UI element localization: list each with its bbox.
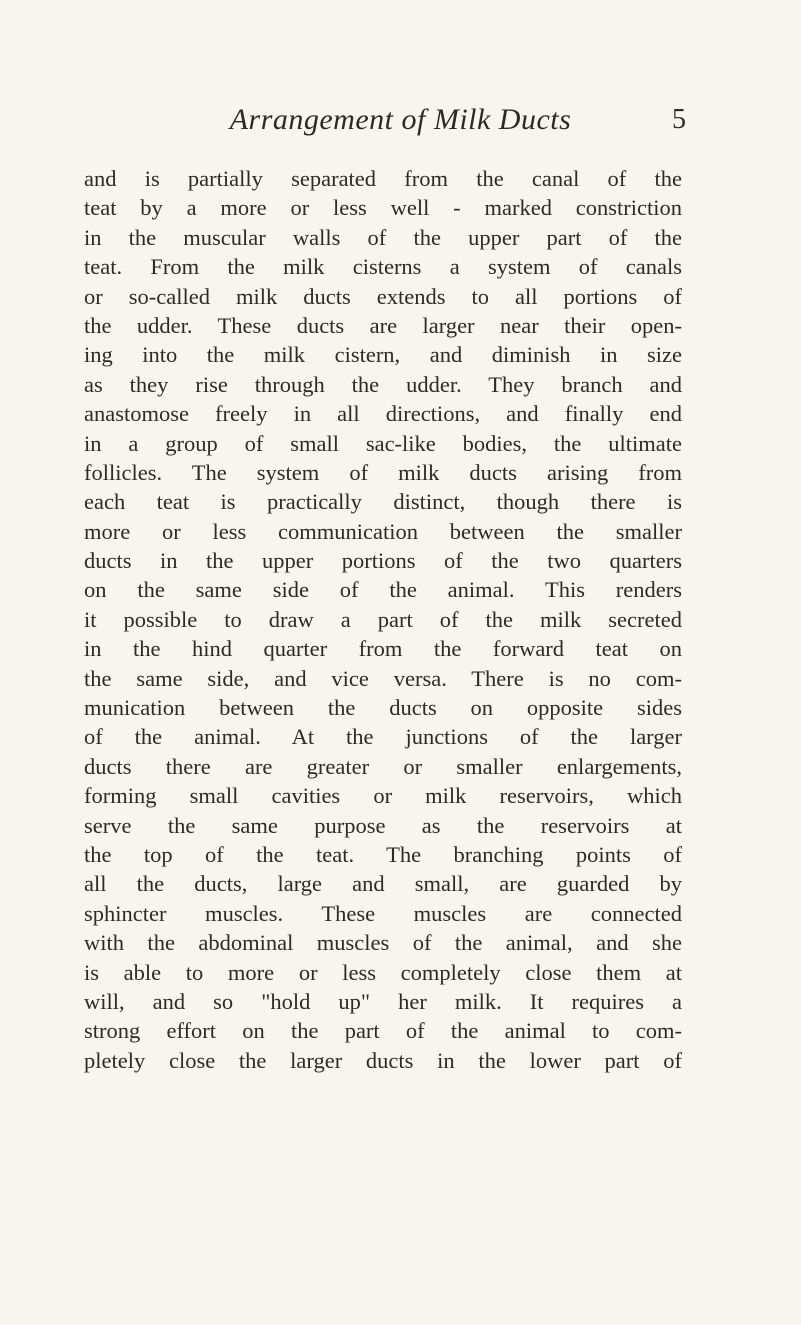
- text-line: sphincter muscles. These muscles are connected: [84, 900, 682, 926]
- text-line: the top of the teat. The branching points of: [84, 841, 682, 867]
- body-text: [84, 164, 682, 1075]
- text-line: in the muscular walls of the upper part of the: [84, 224, 682, 250]
- text-line: follicles. The system of milk ducts arising from: [84, 459, 682, 485]
- text-line: anastomose freely in all directions, and finally end: [84, 401, 682, 427]
- text-line: teat by a more or less well - marked constriction: [84, 195, 682, 221]
- text-line: in the hind quarter from the forward teat on: [84, 636, 682, 662]
- text-line: and is partially separated from the canal of the: [84, 166, 682, 191]
- text-line: with the abdominal muscles of the animal, and she: [84, 930, 682, 956]
- text-line: teat. From the milk cisterns a system of canals: [84, 254, 682, 280]
- text-line: each teat is practically distinct, though there is: [84, 489, 682, 515]
- text-line: on the same side of the animal. This renders: [84, 577, 682, 603]
- text-line: will, and so "hold up" her milk. It requires a: [84, 988, 682, 1014]
- text-line: or so-called milk ducts extends to all portions of: [84, 283, 682, 309]
- text-line: is able to more or less completely close them at: [84, 959, 682, 985]
- running-header: [0, 100, 801, 140]
- text-line: all the ducts, large and small, are guarded by: [84, 871, 682, 897]
- text-line: ducts there are greater or smaller enlargements,: [84, 753, 682, 779]
- text-line: of the animal. At the junctions of the larger: [84, 724, 682, 750]
- text-line: forming small cavities or milk reservoirs, which: [84, 783, 682, 809]
- text-line: pletely close the larger ducts in the lower part of: [84, 1047, 682, 1073]
- page-number: 5: [672, 104, 686, 135]
- text-line: as they rise through the udder. They branch and: [84, 371, 682, 397]
- text-line: serve the same purpose as the reservoirs at: [84, 812, 682, 838]
- running-title: Arrangement of Milk Ducts: [229, 103, 572, 136]
- text-line: strong effort on the part of the animal to com-: [84, 1018, 682, 1044]
- text-line: in a group of small sac-like bodies, the ultimate: [84, 430, 682, 456]
- text-line: ducts in the upper portions of the two quarters: [84, 548, 682, 574]
- text-line: more or less communication between the smaller: [84, 518, 682, 544]
- text-line: the udder. These ducts are larger near their open-: [84, 312, 682, 338]
- text-line: the same side, and vice versa. There is no com-: [84, 665, 682, 691]
- text-line: it possible to draw a part of the milk secreted: [84, 606, 682, 632]
- text-line: munication between the ducts on opposite sides: [84, 695, 682, 721]
- text-line: ing into the milk cistern, and diminish in size: [84, 342, 682, 368]
